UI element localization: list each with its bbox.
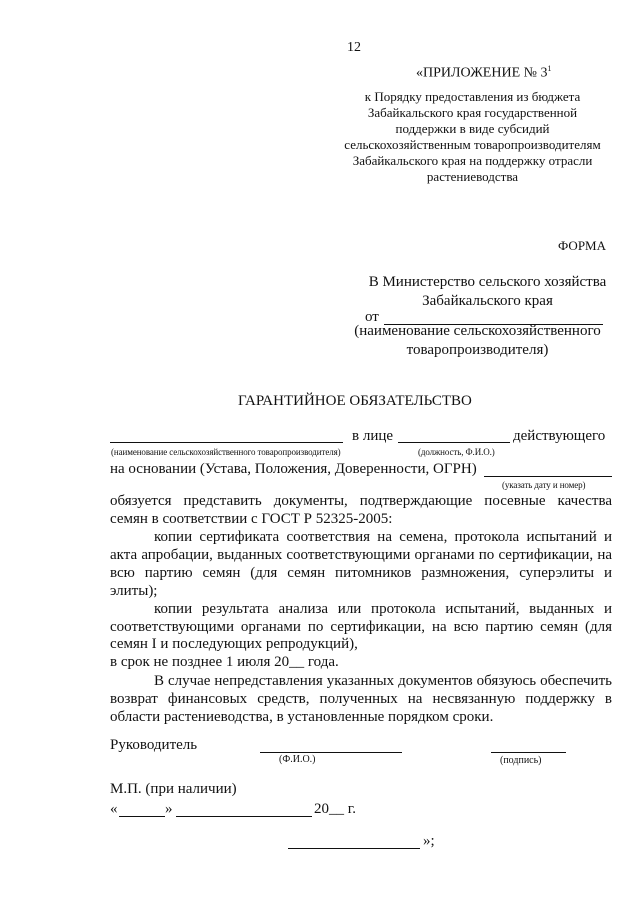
in-person-label: в лице xyxy=(352,428,394,444)
date-month-field[interactable] xyxy=(176,816,312,817)
document-title: ГАРАНТИЙНОЕ ОБЯЗАТЕЛЬСТВО xyxy=(238,393,472,409)
sign-field[interactable] xyxy=(491,752,566,753)
stamp-label: М.П. (при наличии) xyxy=(110,781,237,797)
appendix-line: растениеводства xyxy=(426,169,519,184)
p3-line-1: копии результата анализа или протокола испытаний, выданных и xyxy=(154,601,612,617)
appendix-description xyxy=(340,89,605,185)
p5-line-1: В случае непредставления указанных документов обязуюсь обеспечить xyxy=(154,673,612,689)
p1-line-1: обязуется представить документы, подтверждающие посевные качества xyxy=(110,493,612,509)
hint-date: (указать дату и номер) xyxy=(502,480,586,490)
addressee-line-1: В Министерство сельского хозяйства xyxy=(368,274,607,290)
appendix-title xyxy=(416,64,552,82)
date-day-field[interactable] xyxy=(119,816,165,817)
appendix-line: поддержки в виде субсидий xyxy=(395,121,550,136)
head-label: Руководитель xyxy=(110,737,198,753)
date-open-quote: « xyxy=(110,801,118,817)
p2-line-1: копии сертификата соответствия на семена, протокола испытаний и xyxy=(154,529,612,545)
p2-line-2: акта апробации, выданных соответствующими органами по сертификации, на xyxy=(110,547,612,563)
basis-label: на основании (Устава, Положения, Доверенности, ОГРН) xyxy=(110,461,477,477)
addressee-hint xyxy=(340,322,615,360)
name-field[interactable] xyxy=(110,442,343,443)
closing-field[interactable] xyxy=(288,848,420,849)
position-field[interactable] xyxy=(398,442,510,443)
p5-line-3: области растениеводства, в установленные порядком сроки. xyxy=(110,709,494,725)
appendix-line: к Порядку предоставления из бюджета xyxy=(364,89,581,104)
hint-name: (наименование сельскохозяйственного товаропроизводителя) xyxy=(111,447,341,457)
appendix-line: Забайкальского края государственной xyxy=(367,105,578,120)
appendix-line: сельскохозяйственным товаропроизводителям xyxy=(344,137,601,152)
acting-label: действующего xyxy=(513,428,606,444)
p4-deadline: в срок не позднее 1 июля 20__ года. xyxy=(110,654,339,670)
addressee-from: от xyxy=(365,309,379,325)
p2-line-3: всю партию семян (для семян питомников размножения, суперэлиты и xyxy=(110,565,612,581)
basis-field[interactable] xyxy=(484,476,612,477)
p5-line-2: возврат финансовых средств, полученных на несвязанную поддержку в xyxy=(110,691,612,707)
date-close-quote: » xyxy=(165,801,173,817)
p2-line-4: элиты); xyxy=(110,583,158,599)
hint-position: (должность, Ф.И.О.) xyxy=(418,447,495,457)
p3-line-3: семян I и последующих репродукций), xyxy=(110,636,358,652)
addressee-hint-1: (наименование сельскохозяйственного xyxy=(354,323,601,339)
appendix-line: Забайкальского края на поддержку отрасли xyxy=(352,153,593,168)
p3-line-2: соответствующими органами по сертификации, на всю партию семян (для xyxy=(110,619,612,635)
addressee xyxy=(355,273,620,311)
appendix-title-text: «ПРИЛОЖЕНИЕ № 3 xyxy=(416,65,548,81)
closing-mark: »; xyxy=(423,833,435,849)
date-year: 20__ г. xyxy=(314,801,356,817)
fio-field[interactable] xyxy=(260,752,402,753)
p1-line-2: семян в соответствии с ГОСТ Р 52325-2005: xyxy=(110,511,393,527)
appendix-title-sup: 1 xyxy=(547,64,552,73)
addressee-line-2: Забайкальского края xyxy=(422,293,553,309)
sign-hint: (подпись) xyxy=(500,755,542,766)
addressee-hint-2: товаропроизводителя) xyxy=(406,342,549,358)
form-label: ФОРМА xyxy=(558,238,606,253)
fio-hint: (Ф.И.О.) xyxy=(279,754,316,765)
page-number: 12 xyxy=(347,40,361,55)
